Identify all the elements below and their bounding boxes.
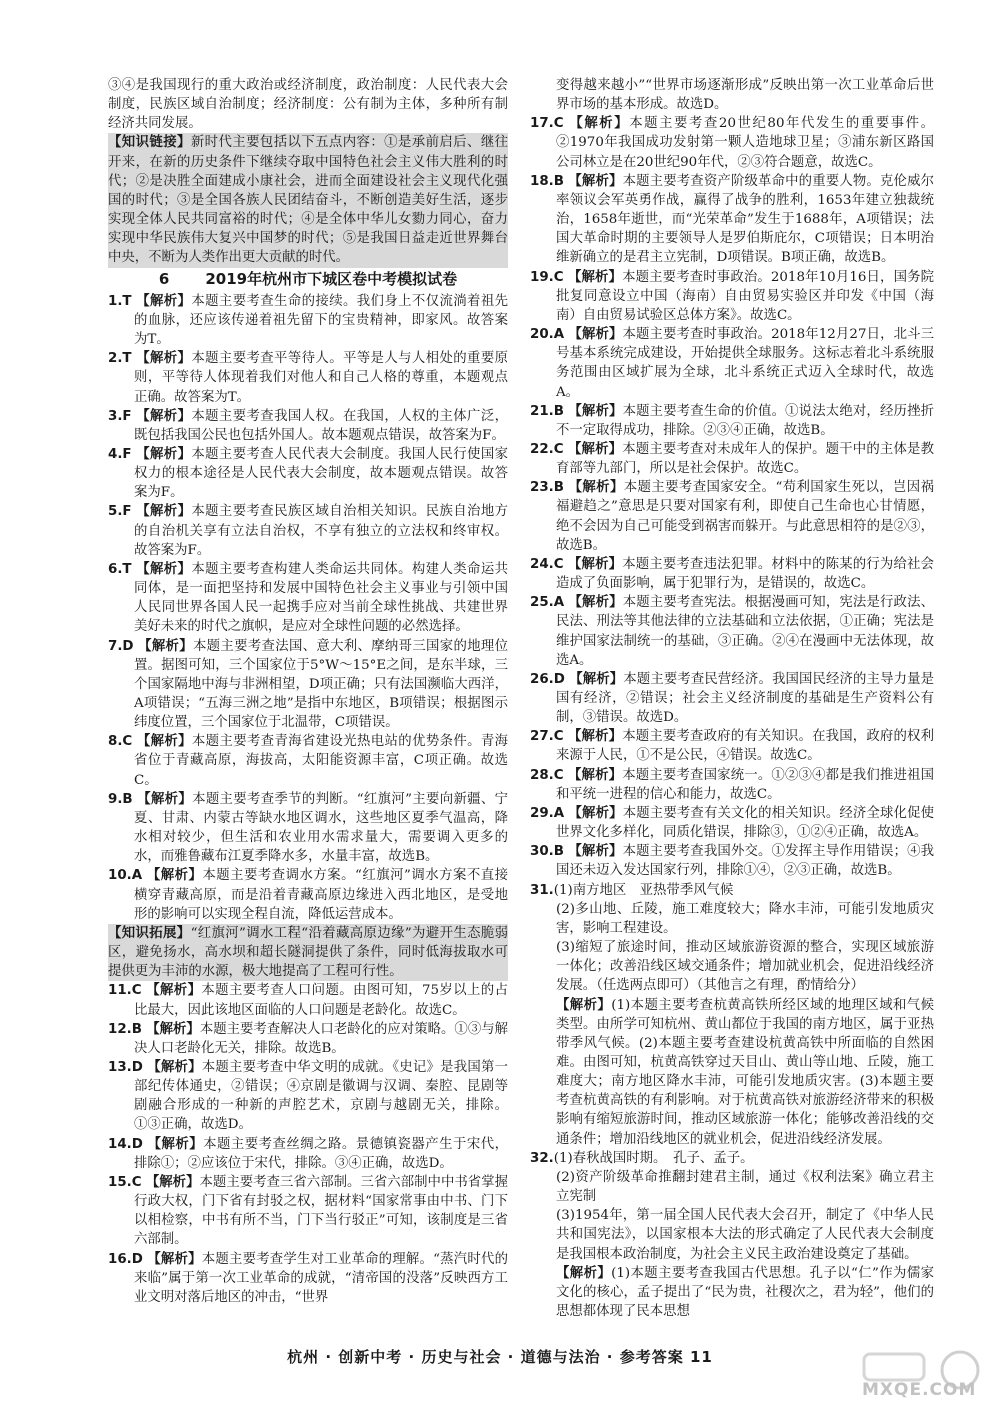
answer-number: 1.T: [108, 293, 132, 309]
q31-analysis-tag: 【解析】: [556, 997, 612, 1013]
analysis-text: 本题主要考查有关文化的相关知识。经济全球化促使世界文化多样化，同质化错误，排除③，①②④正确，故选A。: [556, 805, 935, 841]
analysis-tag: 【解析】: [568, 729, 623, 745]
q32-analysis-tag: 【解析】: [556, 1265, 612, 1281]
answer-item: [108, 445, 508, 502]
answer-item: [530, 114, 934, 171]
answer-item: [108, 1135, 508, 1173]
analysis-text: 本题主要考查三省六部制。三省六部制中中书省掌握行政大权，门下省有封驳之权，据材料“国家常事由中书、门下以相检察，中书有所不当，门下当行驳正”可知，该制度是三省六部制。: [134, 1174, 508, 1248]
analysis-text: 本题主要考查我国外交。①发挥主导作用错误；④我国还未迈入发达国家行列，排除①④，②③正确，故选B。: [556, 844, 935, 879]
answer-item: [530, 402, 934, 440]
analysis-tag: 【解析】: [147, 1251, 202, 1267]
answer-number: 15.C: [108, 1174, 142, 1190]
left-answer-list-2: [108, 981, 508, 1307]
analysis-text: 本题主要考查对未成年人的保护。题干中的主体是教育部等九部门，所以是社会保护。故选C。: [556, 441, 935, 477]
q32-part-3: (3)1954年，第一届全国人民代表大会召开，制定了《中华人民共和国宪法》，以国家根本大法的形式确定了人民代表大会制度是我国根本政治制度，为社会主义民主政治建设奠定了基础。: [556, 1208, 934, 1262]
answer-item: [108, 292, 508, 349]
q31-part-3: (3)缩短了旅途时间，推动区域旅游资源的整合，实现区域旅游一体化；改善沿线区域交通条件；增加就业机会，促进沿线经济发展。（任选两点即可）（其他言之有理，酌情给分）: [556, 940, 934, 994]
analysis-text: 本题主要考查民族区域自治相关知识。民族自治地方的自治机关享有立法自治权，不享有独立的立法权和终审权。故答案为F。: [134, 504, 508, 558]
analysis-text: 本题主要考查民营经济。我国国民经济的主导力量是国有经济，②错误；社会主义经济制度的基础是生产资料公有制，③错误。故选D。: [556, 671, 935, 726]
analysis-tag: 【解析】: [146, 868, 203, 884]
analysis-text: 本题主要考查时事政治。2018年12月27日，北斗三号基本系统完成建设，开始提供全球服务。这标志着北斗系统服务范围由区域扩展为全球，北斗系统正式迈入全球时代，故选A。: [556, 327, 934, 400]
answer-item: [530, 842, 934, 880]
answer-number: 28.C: [530, 767, 564, 783]
analysis-tag: 【解析】: [568, 805, 623, 821]
q31-part-2: (2)多山地、丘陵，施工难度较大；降水丰沛，可能引发地质灾害，影响工程建设。: [556, 901, 934, 936]
analysis-tag: 【解析】: [568, 767, 623, 783]
analysis-text: 本题主要考查法国、意大利、摩纳哥三国家的地理位置。据图可知，三个国家位于5°W～15°E之间，是东半球，三个国家隔地中海与非洲相望，D项正确；只有法国濒临大西洋，A项错误；“五海三洲之地”是指中东地区，B项错误；根据图示纬度位置，三个国家位于北温带，C项错误。: [134, 638, 509, 731]
analysis-tag: 【解析】: [568, 556, 623, 572]
analysis-text: 本题主要考查国家安全。“苟利国家生死以，岂因祸福避趋之”意思是只要对国家有利，即使自己生命也心甘情愿，绝不会因为自己可能受到祸害而躲开。与此意思相符的是②③，故选B。: [556, 480, 934, 553]
answer-number: 30.B: [530, 844, 564, 860]
analysis-tag: 【解析】: [137, 791, 193, 807]
analysis-tag: 【解析】: [568, 403, 623, 419]
question-32: [530, 1149, 934, 1321]
question-31: [530, 881, 934, 1149]
analysis-text: 本题主要考查生命的接续。我们身上不仅流淌着祖先的血脉，还应该传递着祖先留下的宝贵精神，即家风。故答案为T。: [134, 293, 508, 348]
answer-item: [108, 1173, 508, 1250]
answer-number: 25.A: [530, 595, 565, 611]
answer-item: [108, 637, 508, 733]
analysis-tag: 【解析】: [147, 1136, 204, 1152]
answer-item: [108, 866, 508, 923]
analysis-tag: 【解析】: [138, 638, 193, 654]
page-footer: 杭州 · 创新中考 · 历史与社会 · 道德与法治 · 参考答案 11: [287, 1348, 713, 1366]
knowledge-link-box: [108, 133, 508, 267]
analysis-text: 本题主要考查人口问题。由图可知，75岁以上的占比最大，因此该地区面临的人口问题是老龄化。故选C。: [134, 983, 508, 1018]
answer-number: 29.A: [530, 805, 565, 821]
answer-number: 6.T: [108, 561, 132, 577]
answer-number: 7.D: [108, 638, 134, 654]
answer-item: [108, 560, 508, 637]
analysis-text: 本题主要考查生命的价值。①说法太绝对，经历挫折不一定取得成功，排除。②③④正确，故选B。: [556, 403, 935, 438]
q32-number: 32.: [530, 1150, 554, 1166]
analysis-text: 本题主要考查构建人类命运共同体。构建人类命运共同体，是一面把坚持和发展中国特色社会主义事业与引领中国人民同世界各国人民一起携手应对当前全球性挑战、共建世界美好未来的时代之旗帜，是应对全球性问题的必然选择。: [134, 561, 508, 635]
analysis-tag: 【解析】: [136, 734, 192, 750]
analysis-tag: 【解析】: [146, 1021, 200, 1037]
answer-number: 16.D: [108, 1251, 143, 1267]
continuation-text: 变得越来越小”“世界市场逐渐形成”反映出第一次工业革命后世界市场的基本形成。故选D。: [556, 78, 934, 113]
answer-item: [530, 766, 934, 804]
answer-number: 11.C: [108, 983, 142, 999]
section-heading: [108, 270, 508, 289]
answer-number: 12.B: [108, 1021, 142, 1037]
answer-item: [108, 1058, 508, 1135]
analysis-tag: 【解析】: [147, 1059, 202, 1075]
answer-item: [108, 1250, 508, 1307]
analysis-tag: 【解析】: [146, 983, 202, 999]
q31-number: 31.: [530, 882, 554, 898]
answer-item: [108, 407, 508, 445]
analysis-text: 本题主要考查国家统一。①②③④都是我们推进祖国和平统一进程的信心和能力，故选C。: [556, 767, 935, 802]
answer-number: 27.C: [530, 729, 564, 745]
answer-item: [108, 790, 508, 867]
watermark-text: MXQE.COM: [862, 1380, 977, 1400]
answer-number: 13.D: [108, 1059, 143, 1075]
analysis-tag: 【解析】: [569, 116, 630, 132]
analysis-text: 本题主要考查青海省建设光热电站的优势条件。青海省位于青藏高原，海拔高，太阳能资源丰富，C项正确。故选C。: [134, 734, 509, 788]
answer-number: 3.F: [108, 408, 132, 424]
q31-part-1: (1)南方地区 亚热带季风气候: [553, 882, 734, 898]
answer-number: 17.C: [530, 116, 564, 132]
answer-item: [108, 349, 508, 406]
answer-item: [530, 172, 934, 268]
answer-number: 23.B: [530, 480, 564, 496]
answer-item: [530, 440, 934, 478]
analysis-text: 本题主要考查季节的判断。“红旗河”主要向新疆、宁夏、甘肃、内蒙古等缺水地区调水，这些地区夏季气温高，降水相对较少，但生活和农业用水需求量大，需要调入更多的水，而雅鲁藏布江夏季降水多，水量丰富，故选B。: [134, 791, 508, 865]
knowledge-ext-text: “红旗河”调水工程“沿着藏高原边缘”为避开生态脆弱区，避免扬水，高水坝和超长隧洞提供了条件，同时低海拔取水可提供更为丰沛的水源，极大地提高了工程可行性。: [108, 925, 508, 980]
right-answer-list: [530, 114, 934, 880]
answer-number: 24.C: [530, 556, 564, 572]
analysis-tag: 【解析】: [568, 173, 623, 189]
knowledge-ext-box: [108, 924, 508, 981]
knowledge-link-text: 新时代主要包括以下五点内容：①是承前启后、继往开来，在新的历史条件下继续夺取中国特色社会主义伟大胜利的时代；②是决胜全面建成小康社会，进而全面建设社会主义现代化强国的时代；③是全国各族人民团结奋斗，不断创造美好生活，逐步实现全体人民共同富裕的时代；④是全体中华儿女勠力同心，奋力实现中华民族伟大复兴中国梦的时代；⑤是我国日益走近世界舞台中央，不断为人类作出更大贡献的时代。: [108, 135, 509, 266]
intro-paragraph: ③④是我国现行的重大政治或经济制度，政治制度：人民代表大会制度，民族区域自治制度；经济制度：公有制为主体，多种所有制经济共同发展。: [108, 78, 508, 132]
analysis-text: 本题主要考查我国人权。在我国，人权的主体广泛，既包括我国公民也包括外国人。故本题观点错误，故答案为F。: [134, 408, 508, 443]
answer-number: 8.C: [108, 734, 133, 750]
answer-item: [530, 555, 934, 593]
answer-number: 20.A: [530, 327, 565, 343]
answer-number: 2.T: [108, 351, 132, 367]
q32-analysis: (1)本题主要考查我国古代思想。孔子以“仁”作为儒家文化的核心，孟子提出了“民为贵，社稷次之，君为轻”，他们的思想都体现了民本思想: [556, 1265, 934, 1319]
right-column: [530, 76, 934, 1321]
analysis-text: 本题主要考查丝绸之路。景德镇瓷器产生于宋代，排除①；②应该位于宋代，排除。③④正确，故选D。: [134, 1136, 509, 1171]
analysis-tag: 【解析】: [568, 595, 623, 611]
analysis-text: 本题主要考查资产阶级革命中的重要人物。克伦威尔率领议会军英勇作战，赢得了战争的胜利，1653年建立独裁统治，1658年逝世，而“光荣革命”发生于1688年，A项错误；法国大革命时期的主要领导人是罗伯斯庇尔，C项错误；日本明治维新确立的是君主立宪制，D项错误。B项正确，故选B。: [556, 173, 935, 266]
answer-item: [530, 593, 934, 670]
knowledge-ext-tag: 【知识拓展】: [108, 925, 191, 941]
answer-number: 14.D: [108, 1136, 143, 1152]
analysis-text: 本题主要考查宪法。根据漫画可知，宪法是行政法、民法、刑法等其他法律的立法基础和立法依据，①正确；宪法是维护国家法制统一的基础，③正确。②④在漫画中无法体现，故选A。: [556, 595, 935, 668]
q31-analysis: (1)本题主要考查杭黄高铁所经区域的地理区域和气候类型。由所学可知杭州、黄山都位于我国的南方地区，属于亚热带季风气候。(2)本题主要考查建设杭黄高铁中所面临的自然困难。由图可知，杭黄高铁穿过天目山、黄山等山地、丘陵，施工难度大；南方地区降水丰沛，可能引发地质灾害。(3)本题主要考查杭黄高铁的有利影响。对于杭黄高铁对旅游经济带来的积极影响有缩短旅游时间，推动区域旅游一体化；能够改善沿线的交通条件；增加沿线地区的就业机会，促进沿线经济发展。: [556, 997, 935, 1147]
analysis-tag: 【解析】: [568, 327, 623, 343]
analysis-tag: 【解析】: [136, 293, 192, 309]
analysis-text: 本题主要考查解决人口老龄化的应对策略。①③与解决人口老龄化无关，排除。故选B。: [134, 1021, 509, 1056]
section-number: 6: [158, 269, 170, 288]
analysis-text: 本题主要考查中华文明的成就。《史记》是我国第一部纪传体通史，②错误；④京剧是徽调与汉调、秦腔、昆剧等剧融合形成的一种新的声腔艺术，京剧与越剧无关，排除。①③正确，故选D。: [134, 1059, 508, 1133]
answer-item: [530, 727, 934, 765]
analysis-text: 本题主要考查调水方案。“红旗河”调水方案不直接横穿青藏高原，而是沿着青藏高原边缘进入西北地区，是受地形的影响可以实现全程自流，降低运营成本。: [134, 868, 508, 922]
answer-item: [530, 670, 934, 727]
analysis-text: 本题主要考查学生对工业革命的理解。“蒸汽时代的来临”属于第一次工业革命的成就，“清帝国的没落”反映西方工业文明对落后地区的冲击，“世界: [134, 1251, 508, 1305]
knowledge-link-tag: 【知识链接】: [108, 135, 191, 151]
analysis-tag: 【解析】: [569, 671, 624, 687]
answer-number: 18.B: [530, 173, 564, 189]
analysis-tag: 【解析】: [568, 480, 624, 496]
analysis-text: 本题主要考查平等待人。平等是人与人相处的重要原则，平等待人体现着我们对他人和自己人格的尊重，本题观点正确。故答案为T。: [134, 351, 508, 405]
answer-number: 9.B: [108, 791, 133, 807]
analysis-tag: 【解析】: [136, 446, 192, 462]
answer-number: 26.D: [530, 671, 565, 687]
analysis-tag: 【解析】: [136, 561, 192, 577]
q32-part-1: (1)春秋战国时期。 孔子、孟子。: [553, 1150, 754, 1166]
answer-item: [108, 1020, 508, 1058]
answer-number: 10.A: [108, 868, 143, 884]
answer-number: 4.F: [108, 446, 132, 462]
answer-item: [530, 804, 934, 842]
left-answer-list: [108, 292, 508, 924]
analysis-tag: 【解析】: [568, 441, 623, 457]
analysis-text: 本题主要考查政府的有关知识。在我国，政府的权利来源于人民，①不是公民，④错误。故选C。: [556, 729, 935, 764]
answer-number: 19.C: [530, 269, 564, 285]
left-column: [108, 76, 508, 1307]
analysis-tag: 【解析】: [136, 504, 192, 520]
analysis-text: 本题主要考查20世纪80年代发生的重要事件。②1970年我国成功发射第一颗人造地球卫星；③浦东新区路国公司林立是在20世纪90年代，②③符合题意，故选C。: [556, 116, 934, 170]
analysis-text: 本题主要考查时事政治。2018年10月16日，国务院批复同意设立中国（海南）自由贸易实验区并印发《中国（海南）自由贸易试验区总体方案》。故选C。: [556, 269, 935, 323]
answer-item: [530, 325, 934, 402]
analysis-tag: 【解析】: [567, 269, 623, 285]
answer-item: [530, 268, 934, 325]
analysis-tag: 【解析】: [568, 844, 623, 860]
analysis-tag: 【解析】: [145, 1174, 200, 1190]
answer-number: 21.B: [530, 403, 564, 419]
answer-number: 5.F: [108, 504, 132, 520]
answer-item: [530, 478, 934, 555]
answer-number: 22.C: [530, 441, 564, 457]
analysis-tag: 【解析】: [136, 351, 192, 367]
q32-part-2: (2)资产阶级革命推翻封建君主制，通过《权利法案》确立君主立宪制: [556, 1169, 934, 1205]
answer-item: [108, 732, 508, 789]
analysis-text: 本题主要考查违法犯罪。材料中的陈某的行为给社会造成了负面影响，属于犯罪行为，是错误的，故选C。: [556, 556, 935, 592]
answer-item: [108, 502, 508, 559]
answer-item: [108, 981, 508, 1019]
analysis-text: 本题主要考查人民代表大会制度。我国人民行使国家权力的根本途径是人民代表大会制度，故本题观点错误。故答案为F。: [134, 446, 508, 501]
analysis-tag: 【解析】: [136, 408, 192, 424]
section-title: 2019年杭州市下城区卷中考模拟试卷: [205, 269, 458, 288]
